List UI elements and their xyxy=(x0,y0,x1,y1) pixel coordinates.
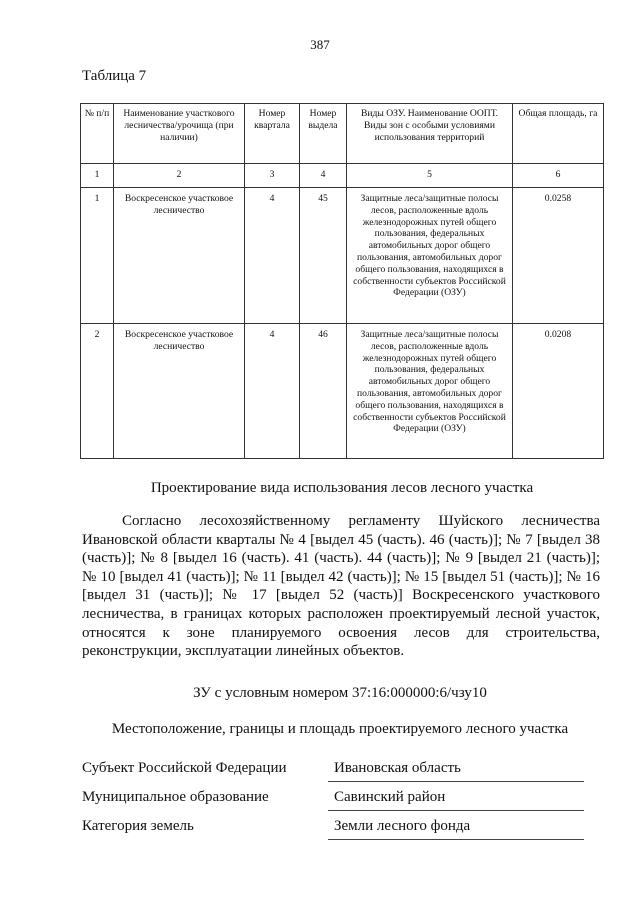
location-heading: Местоположение, границы и площадь проектируемого лесного участка xyxy=(111,721,569,737)
table-row xyxy=(81,324,604,459)
property-label-land-category: Категория земель xyxy=(82,818,194,834)
header-section: Номер выдела xyxy=(300,104,347,164)
body-paragraph xyxy=(82,512,600,661)
header-zone-types: Виды ОЗУ. Наименование ООПТ. Виды зон с особыми условиями использования территорий xyxy=(347,104,513,164)
cell-area: 0.0208 xyxy=(513,324,604,459)
table-header-row xyxy=(81,104,604,164)
header-num: № п/п xyxy=(81,104,114,164)
property-label-subject: Субъект Российской Федерации xyxy=(82,760,287,776)
cell-num: 2 xyxy=(81,324,114,459)
property-value-municipality: Савинский район xyxy=(328,789,584,811)
header-quarter: Номер квартала xyxy=(245,104,300,164)
cell-section: 45 xyxy=(300,188,347,324)
property-value-subject: Ивановская область xyxy=(328,760,584,782)
paragraph-text: Согласно лесохозяйственному регламенту Шуйского лесничества Ивановской области кварталы № 4 [выдел 45 (часть). 46 (часть)]; № 7 [выдел 38 (часть)]; № 8 [выдел 16 (часть). 41 (часть). 44 (часть)]; № 9 [выдел 21 (часть)]; № 10 [выдел 41 (часть)]; № 11 [выдел 42 (часть)]; № 15 [выдел 51 (часть)]; № 16 [выдел 31 (часть)]; № 17 [выдел 52 (часть)] Воскресенского участкового лесничества, в границах которых расположен проектируемый лесной участок, относятся к зоне планируемого освоения лесов для строительства, реконструкции, эксплуатации линейных объектов. xyxy=(82,513,600,660)
cell-num: 1 xyxy=(81,188,114,324)
property-label-municipality: Муниципальное образование xyxy=(82,789,269,805)
section-heading: Проектирование вида использования лесов лесного участка xyxy=(150,480,534,496)
column-number: 5 xyxy=(347,164,513,188)
column-number: 4 xyxy=(300,164,347,188)
page-number: 387 xyxy=(310,37,330,52)
column-number: 6 xyxy=(513,164,604,188)
table-row xyxy=(81,188,604,324)
cell-zone-types: Защитные леса/защитные полосы лесов, расположенные вдоль железнодорожных путей общего пользования, федеральных автомобильных дорог общего пользования, автомобильных дорог общего пользования, находящихся в собственности субъектов Российской Федерации (ОЗУ) xyxy=(347,324,513,459)
header-forestry: Наименование участкового лесничества/урочища (при наличии) xyxy=(114,104,245,164)
cell-area: 0.0258 xyxy=(513,188,604,324)
forest-plot-table xyxy=(80,103,604,459)
cell-forestry: Воскресенское участковое лесничество xyxy=(114,324,245,459)
zu-heading: ЗУ с условным номером 37:16:000000:6/чзу10 xyxy=(193,685,487,701)
cell-quarter: 4 xyxy=(245,324,300,459)
column-number: 1 xyxy=(81,164,114,188)
cell-forestry: Воскресенское участковое лесничество xyxy=(114,188,245,324)
cell-quarter: 4 xyxy=(245,188,300,324)
column-number: 3 xyxy=(245,164,300,188)
column-number-row xyxy=(81,164,604,188)
table-caption: Таблица 7 xyxy=(82,68,147,84)
column-number: 2 xyxy=(114,164,245,188)
header-area: Общая площадь, га xyxy=(513,104,604,164)
cell-section: 46 xyxy=(300,324,347,459)
property-value-land-category: Земли лесного фонда xyxy=(328,818,584,840)
cell-zone-types: Защитные леса/защитные полосы лесов, расположенные вдоль железнодорожных путей общего пользования, федеральных автомобильных дорог общего пользования, автомобильных дорог общего пользования, находящихся в собственности субъектов Российской Федерации (ОЗУ) xyxy=(347,188,513,324)
